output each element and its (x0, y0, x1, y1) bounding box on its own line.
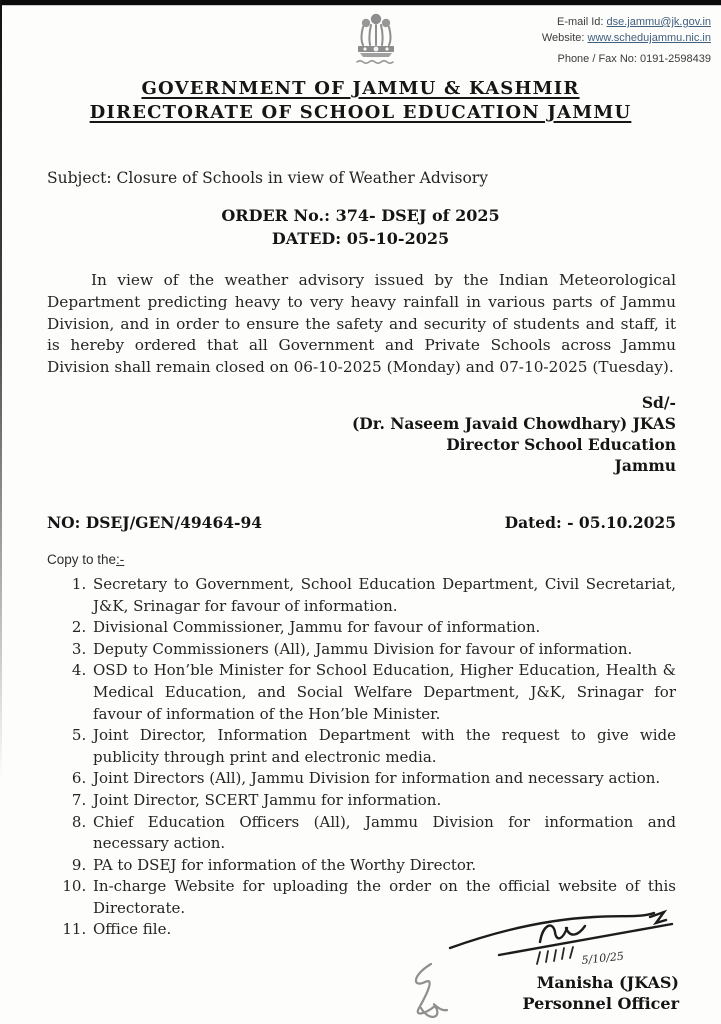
directorate-title: DIRECTORATE OF SCHOOL EDUCATION JAMMU (89, 102, 632, 123)
copy-to-item: 4. OSD to Hon’ble Minister for School Education, Higher Education, Health & Medical Education, and Social Welfare Department, J&K, Srinagar for favour of information of the Hon’ble Minister. (91, 660, 676, 725)
order-number-line: ORDER No.: 374- DSEJ of 2025 (221, 206, 500, 225)
signatory-place: Jammu (614, 455, 676, 475)
copy-to-item: 8. Chief Education Officers (All), Jammu Division for information and necessary action. (91, 812, 676, 855)
reference-number: NO: DSEJ/GEN/49464-94 (47, 512, 263, 532)
copy-to-item: 10. In-charge Website for uploading the order on the official website of this Directorate. (91, 876, 676, 919)
order-body-paragraph: In view of the weather advisory issued by the Indian Meteorological Department predicting heavy to very heavy rainfall in various parts of Jammu Division, and in order to ensure the safety and security of students and staff, it is hereby ordered that all Government and Private Schools across Jammu Division shall remain closed on 06-10-2025 (Monday) and 07-10-2025 (Tuesday). (47, 271, 676, 377)
letterhead-contact-block (441, 14, 711, 67)
copy-to-item: 1. Secretary to Government, School Education Department, Civil Secretariat, J&K, Srinagar for favour of information. (91, 574, 676, 617)
website-line (441, 30, 711, 46)
footer-signatory-block (429, 908, 679, 1014)
website-label: Website: (541, 32, 588, 44)
copy-to-item: 11. Office file. (91, 919, 676, 941)
website-link[interactable]: www.schedujammu.nic.in (587, 32, 711, 44)
email-link[interactable]: dse.jammu@jk.gov.in (606, 16, 711, 28)
copy-to-item: 2. Divisional Commissioner, Jammu for favour of information. (91, 617, 676, 639)
copy-to-suffix: :- (116, 551, 125, 567)
copy-to-item: 5. Joint Director, Information Department with the request to give wide publicity through print and electronic media. (91, 725, 676, 768)
email-line (441, 14, 711, 30)
reference-date: Dated: - 05.10.2025 (504, 512, 676, 532)
copy-to-item: 6. Joint Directors (All), Jammu Division for information and necessary action. (91, 768, 676, 790)
sd-line: Sd/- (641, 392, 676, 412)
footer-signatory-designation: Personnel Officer (522, 994, 679, 1013)
footer-signatory-name: Manisha (JKAS) (536, 973, 679, 992)
signature-date: 5/10/25 (580, 949, 625, 967)
order-heading (0, 204, 721, 250)
copy-to-item: 9. PA to DSEJ for information of the Worthy Director. (91, 855, 676, 877)
copy-to-label: Copy to the:- (47, 551, 125, 567)
copy-to-item: 7. Joint Director, SCERT Jammu for information. (91, 790, 676, 812)
order-date-line: DATED: 05-10-2025 (271, 229, 450, 248)
phone-line: Phone / Fax No: 0191-2598439 (557, 53, 711, 65)
subject-line: Subject: Closure of Schools in view of Weather Advisory (47, 169, 488, 187)
scan-left-edge (0, 0, 2, 780)
signatory-block (0, 392, 676, 476)
email-label: E-mail Id: (556, 16, 607, 28)
copy-to-list (47, 574, 676, 941)
emblem-of-india-icon (347, 9, 405, 67)
government-title: GOVERNMENT OF JAMMU & KASHMIR (141, 78, 580, 99)
scan-top-edge (0, 0, 721, 6)
signatory-name: (Dr. Naseem Javaid Chowdhary) JKAS (351, 413, 676, 433)
handwritten-signature-icon (444, 908, 679, 972)
reference-row (47, 513, 676, 532)
copy-to-item: 3. Deputy Commissioners (All), Jammu Division for favour of information. (91, 639, 676, 661)
signatory-designation: Director School Education (446, 434, 676, 454)
